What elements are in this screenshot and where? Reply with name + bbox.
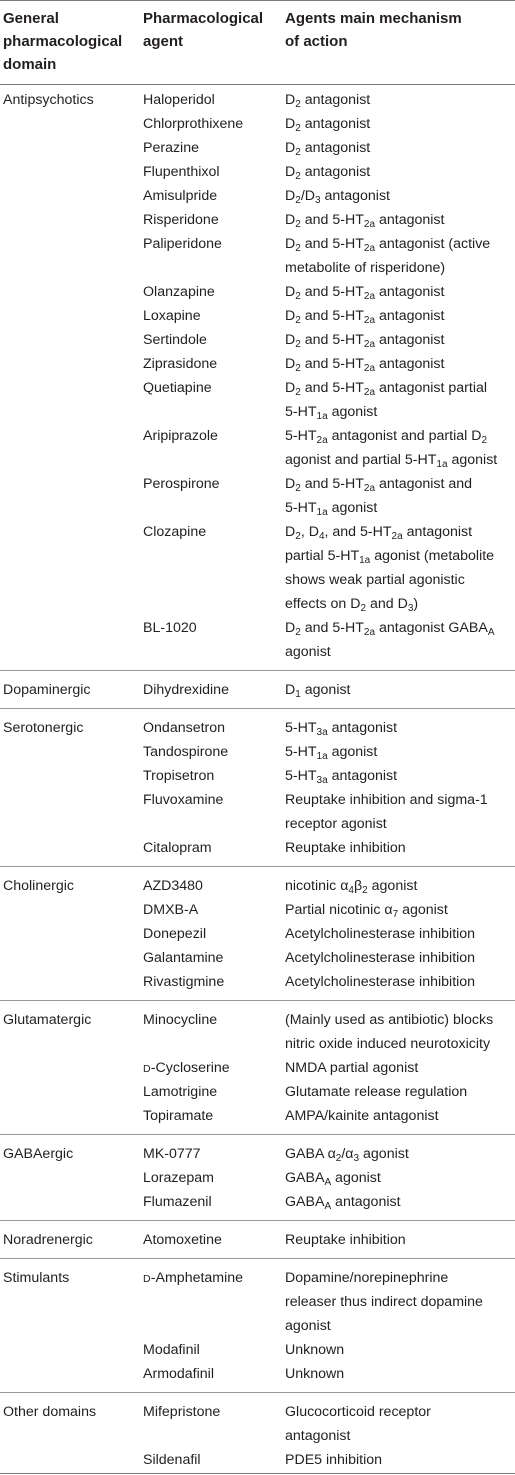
agent-name: DMXB-A bbox=[143, 902, 199, 918]
mechanism-text: $D_1$ agonist bbox=[285, 682, 351, 700]
agent-name: Mifepristone bbox=[143, 1404, 221, 1420]
agent-name: Olanzapine bbox=[143, 284, 215, 300]
agent-name: Clozapine bbox=[143, 524, 207, 540]
header-agent-line-1: Pharmacological bbox=[143, 10, 264, 27]
domain-label: Glutamatergic bbox=[3, 1012, 92, 1028]
top-rule bbox=[0, 0, 515, 1]
mechanism-text: agonist bbox=[285, 1318, 331, 1334]
mechanism-text: Partial nicotinic $\alpha_7$ agonist bbox=[285, 902, 448, 920]
agent-name: Tropisetron bbox=[143, 768, 215, 784]
agent-name: Sildenafil bbox=[143, 1452, 201, 1468]
agent-name: Rivastigmine bbox=[143, 974, 225, 990]
section-divider bbox=[0, 670, 515, 671]
domain-label: Cholinergic bbox=[3, 878, 74, 894]
bottom-rule bbox=[0, 1473, 515, 1474]
header-mechanism-line-2: of action bbox=[285, 33, 348, 50]
agent-name: Donepezil bbox=[143, 926, 207, 942]
mechanism-text: Acetylcholinesterase inhibition bbox=[285, 974, 476, 990]
mechanism-text: agonist bbox=[285, 644, 331, 660]
agent-name: D-Cycloserine bbox=[143, 1060, 230, 1076]
mechanism-text: $GABA_A$ antagonist bbox=[285, 1194, 401, 1212]
agent-name: Haloperidol bbox=[143, 92, 215, 108]
agent-name: Lamotrigine bbox=[143, 1084, 218, 1100]
agent-name: Perospirone bbox=[143, 476, 220, 492]
mechanism-text: Acetylcholinesterase inhibition bbox=[285, 926, 476, 942]
mechanism-text: $D_2$ and $5-HT_{2a}$ antagonist bbox=[285, 356, 445, 374]
mechanism-text: $D_2$ and $5-HT_{2a}$ antagonist and bbox=[285, 476, 473, 494]
agent-name: Chlorprothixene bbox=[143, 116, 244, 132]
mechanism-text: $5-HT_{3a}$ antagonist bbox=[285, 768, 398, 786]
agent-name: MK-0777 bbox=[143, 1146, 201, 1162]
agent-name: Armodafinil bbox=[143, 1366, 214, 1382]
header-mechanism-line-1: Agents main mechanism bbox=[285, 10, 462, 27]
mechanism-text: antagonist bbox=[285, 1428, 351, 1444]
header-general-domain bbox=[3, 7, 122, 76]
mechanism-text: nitric oxide induced neurotoxicity bbox=[285, 1036, 491, 1052]
section-divider bbox=[0, 1134, 515, 1135]
header-domain-line-1: General bbox=[3, 10, 59, 27]
mechanism-text: shows weak partial agonistic bbox=[285, 572, 465, 588]
agent-name: Ziprasidone bbox=[143, 356, 218, 372]
agent-name: D-Amphetamine bbox=[143, 1270, 244, 1286]
agent-name: BL-1020 bbox=[143, 620, 197, 636]
agent-name: Modafinil bbox=[143, 1342, 200, 1358]
mechanism-text: $5-HT_{2a}$ antagonist and partial $D_2$ bbox=[285, 428, 488, 446]
mechanism-text: $D_2/D_3$ antagonist bbox=[285, 188, 390, 206]
header-agent bbox=[143, 7, 263, 53]
section-divider bbox=[0, 708, 515, 709]
mechanism-text: Glucocorticoid receptor bbox=[285, 1404, 431, 1420]
header-rule bbox=[0, 84, 515, 85]
domain-label: Noradrenergic bbox=[3, 1232, 93, 1248]
section-divider bbox=[0, 1000, 515, 1001]
agent-name: Amisulpride bbox=[143, 188, 218, 204]
domain-label: Serotonergic bbox=[3, 720, 84, 736]
mechanism-text: Dopamine/norepinephrine bbox=[285, 1270, 449, 1286]
mechanism-text: $D_2$ antagonist bbox=[285, 116, 371, 134]
mechanism-text: NMDA partial agonist bbox=[285, 1060, 419, 1076]
mechanism-text: Unknown bbox=[285, 1342, 345, 1358]
section-divider bbox=[0, 1258, 515, 1259]
mechanism-text: $D_2$ antagonist bbox=[285, 92, 371, 110]
mechanism-text: $D_2$ and $5-HT_{2a}$ antagonist bbox=[285, 308, 445, 326]
mechanism-text: $D_2$ and $5-HT_{2a}$ antagonist bbox=[285, 212, 445, 230]
mechanism-text: $D_2$ and $5-HT_{2a}$ antagonist bbox=[285, 332, 445, 350]
mechanism-text: $D_2$ and $5-HT_{2a}$ antagonist bbox=[285, 284, 445, 302]
mechanism-text: Glutamate release regulation bbox=[285, 1084, 468, 1100]
mechanism-text: receptor agonist bbox=[285, 816, 387, 832]
agent-name: Perazine bbox=[143, 140, 199, 156]
domain-label: Stimulants bbox=[3, 1270, 70, 1286]
mechanism-text: $D_2$ antagonist bbox=[285, 164, 371, 182]
mechanism-text: $D_2$ and $5-HT_{2a}$ antagonist $GABA_A$ bbox=[285, 620, 495, 638]
mechanism-text: Reuptake inhibition and sigma-1 bbox=[285, 792, 488, 808]
mechanism-text: $GABA_A$ agonist bbox=[285, 1170, 381, 1188]
mechanism-text: $5-HT_{1a}$ agonist bbox=[285, 744, 378, 762]
mechanism-text: $D_2$ and $5-HT_{2a}$ antagonist (active bbox=[285, 236, 491, 254]
mechanism-text: agonist and partial $5-HT_{1a}$ agonist bbox=[285, 452, 498, 470]
mechanism-text: effects on $D_2$ and $D_3$) bbox=[285, 596, 419, 614]
header-domain-line-3: domain bbox=[3, 56, 57, 73]
mechanism-text: Reuptake inhibition bbox=[285, 1232, 406, 1248]
agent-name: Dihydrexidine bbox=[143, 682, 229, 698]
mechanism-text: AMPA/kainite antagonist bbox=[285, 1108, 439, 1124]
agent-name: Risperidone bbox=[143, 212, 219, 228]
agent-name: Topiramate bbox=[143, 1108, 214, 1124]
mechanism-text: GABA $\alpha_2/\alpha_3$ agonist bbox=[285, 1146, 409, 1164]
mechanism-text: $D_2$ antagonist bbox=[285, 140, 371, 158]
domain-label: Antipsychotics bbox=[3, 92, 94, 108]
mechanism-text: $5-HT_{1a}$ agonist bbox=[285, 500, 378, 518]
agent-name: Galantamine bbox=[143, 950, 224, 966]
agent-name: Fluvoxamine bbox=[143, 792, 224, 808]
agent-name: AZD3480 bbox=[143, 878, 203, 894]
agent-name: Flumazenil bbox=[143, 1194, 212, 1210]
mechanism-text: nicotinic $\alpha_4\beta_2$ agonist bbox=[285, 878, 418, 896]
agent-name: Minocycline bbox=[143, 1012, 218, 1028]
agent-name: Tandospirone bbox=[143, 744, 229, 760]
mechanism-text: $5-HT_{1a}$ agonist bbox=[285, 404, 378, 422]
header-domain-line-2: pharmacological bbox=[3, 33, 123, 50]
agent-name: Loxapine bbox=[143, 308, 201, 324]
agent-name: Sertindole bbox=[143, 332, 207, 348]
section-divider bbox=[0, 1220, 515, 1221]
agent-name: Paliperidone bbox=[143, 236, 222, 252]
section-divider bbox=[0, 866, 515, 867]
agent-name: Atomoxetine bbox=[143, 1232, 222, 1248]
agent-name: Quetiapine bbox=[143, 380, 212, 396]
agent-name: Aripiprazole bbox=[143, 428, 218, 444]
header-agent-line-2: agent bbox=[143, 33, 184, 50]
agent-name: Lorazepam bbox=[143, 1170, 214, 1186]
section-divider bbox=[0, 1392, 515, 1393]
mechanism-text: Unknown bbox=[285, 1366, 345, 1382]
domain-label: Other domains bbox=[3, 1404, 97, 1420]
mechanism-text: $D_2$ and $5-HT_{2a}$ antagonist partial bbox=[285, 380, 488, 398]
agent-name: Flupenthixol bbox=[143, 164, 220, 180]
mechanism-text: PDE5 inhibition bbox=[285, 1452, 383, 1468]
mechanism-text: releaser thus indirect dopamine bbox=[285, 1294, 483, 1310]
agent-name: Citalopram bbox=[143, 840, 212, 856]
mechanism-text: metabolite of risperidone) bbox=[285, 260, 446, 276]
mechanism-text: (Mainly used as antibiotic) blocks bbox=[285, 1012, 494, 1028]
mechanism-text: Reuptake inhibition bbox=[285, 840, 406, 856]
agent-name: Ondansetron bbox=[143, 720, 226, 736]
domain-label: Dopaminergic bbox=[3, 682, 91, 698]
header-mechanism bbox=[285, 7, 462, 53]
domain-label: GABAergic bbox=[3, 1146, 74, 1162]
mechanism-text: $D_2$, $D_4$, and $5-HT_{2a}$ antagonist bbox=[285, 524, 473, 542]
mechanism-text: $5-HT_{3a}$ antagonist bbox=[285, 720, 398, 738]
mechanism-text: Acetylcholinesterase inhibition bbox=[285, 950, 476, 966]
mechanism-text: partial $5-HT_{1a}$ agonist (metabolite bbox=[285, 548, 495, 566]
